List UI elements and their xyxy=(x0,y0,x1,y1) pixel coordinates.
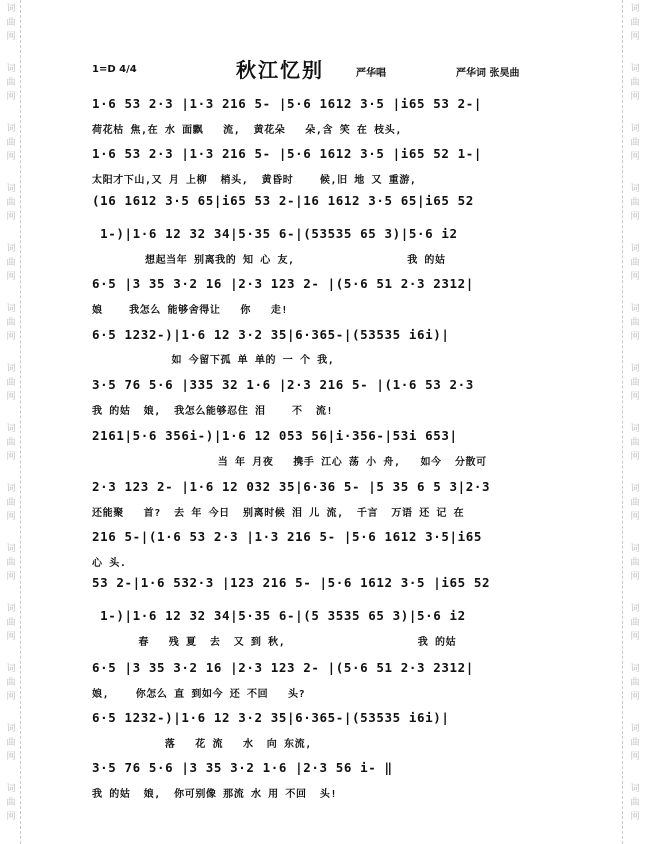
left-page-border xyxy=(20,0,21,844)
key-signature: 1=D 4/4 xyxy=(92,64,137,75)
watermark-text: 词 曲 网 xyxy=(6,544,16,582)
watermark-text: 词 曲 网 xyxy=(6,124,16,162)
watermark-text: 词 曲 网 xyxy=(6,244,16,282)
notation-line: 3·5 76 5·6 |335 32 1·6 |2·3 216 5- |(1·6 53 2·3 xyxy=(92,377,474,392)
notation-line: 1-)|1·6 12 32 34|5·35 6-|(53535 65 3)|5·6 i2 xyxy=(92,226,458,241)
watermark-text: 词 曲 网 xyxy=(630,124,640,162)
watermark-text: 词 曲 网 xyxy=(6,64,16,102)
lyric-line: 落 花 流 水 向 东流, xyxy=(92,739,312,750)
composer-credit: 严华词 张昊曲 xyxy=(456,68,520,79)
song-title: 秋江忆别 xyxy=(236,58,324,82)
lyric-line: 还能聚 首? 去 年 今日 别离时候 泪 儿 流, 千言 万语 还 记 在 xyxy=(92,508,465,519)
watermark-text: 词 曲 网 xyxy=(6,184,16,222)
notation-line: 2161|5·6 356i-)|1·6 12 053 56|i·356-|53i 653| xyxy=(92,428,458,443)
watermark-text: 词 曲 网 xyxy=(6,724,16,762)
lyric-line: 我 的姑 娘, 你可别像 那流 水 用 不回 头! xyxy=(92,789,338,800)
watermark-text: 词 曲 网 xyxy=(630,544,640,582)
notation-line: 6·5 1232-)|1·6 12 3·2 35|6·365-|(53535 i6i)| xyxy=(92,327,450,342)
notation-line: (16 1612 3·5 65|i65 53 2-|16 1612 3·5 65|i65 52 xyxy=(92,193,474,208)
watermark-text: 词 曲 网 xyxy=(6,424,16,462)
notation-line: 6·5 1232-)|1·6 12 3·2 35|6·365-|(53535 i6i)| xyxy=(92,710,450,725)
watermark-text: 词 曲 网 xyxy=(630,64,640,102)
singer-credit: 严华唱 xyxy=(356,68,386,79)
watermark-text: 词 曲 网 xyxy=(630,484,640,522)
watermark-text: 词 曲 网 xyxy=(630,724,640,762)
watermark-text: 词 曲 网 xyxy=(630,604,640,642)
watermark-text: 词 曲 网 xyxy=(630,424,640,462)
lyric-line: 如 今留下孤 单 单的 一 个 我, xyxy=(92,355,335,366)
watermark-text: 词 曲 网 xyxy=(630,784,640,822)
watermark-text: 词 曲 网 xyxy=(630,664,640,702)
notation-line: 2·3 123 2- |1·6 12 032 35|6·36 5- |5 35 6 5 3|2·3 xyxy=(92,479,491,494)
lyric-line: 荷花枯 焦,在 水 面飘 流, 黄花朵 朵,含 笑 在 枝头, xyxy=(92,125,402,136)
watermark-text: 词 曲 网 xyxy=(630,244,640,282)
lyric-line: 想起当年 别离我的 知 心 友, 我 的姑 xyxy=(92,255,446,266)
watermark-text: 词 曲 网 xyxy=(6,484,16,522)
watermark-text: 词 曲 网 xyxy=(6,664,16,702)
lyric-line: 娘, 你怎么 直 到如今 还 不回 头? xyxy=(92,689,306,700)
watermark-text: 词 曲 网 xyxy=(630,364,640,402)
notation-line: 3·5 76 5·6 |3 35 3·2 1·6 |2·3 56 i- ‖ xyxy=(92,760,393,775)
notation-line: 216 5-|(1·6 53 2·3 |1·3 216 5- |5·6 1612 3·5|i65 xyxy=(92,529,483,544)
right-page-border xyxy=(622,0,623,844)
notation-line: 6·5 |3 35 3·2 16 |2·3 123 2- |(5·6 51 2·3 2312| xyxy=(92,276,474,291)
notation-line: 1-)|1·6 12 32 34|5·35 6-|(5 3535 65 3)|5·6 i2 xyxy=(92,608,466,623)
lyric-line: 娘 我怎么 能够舍得让 你 走! xyxy=(92,305,289,316)
watermark-text: 词 曲 网 xyxy=(6,364,16,402)
lyric-line: 我 的姑 娘, 我怎么能够忍住 泪 不 流! xyxy=(92,406,334,417)
watermark-text: 词 曲 网 xyxy=(6,604,16,642)
notation-line: 6·5 |3 35 3·2 16 |2·3 123 2- |(5·6 51 2·3 2312| xyxy=(92,660,474,675)
score-header xyxy=(0,54,645,84)
notation-line: 1·6 53 2·3 |1·3 216 5- |5·6 1612 3·5 |i65 53 2-| xyxy=(92,96,483,111)
notation-line: 1·6 53 2·3 |1·3 216 5- |5·6 1612 3·5 |i65 52 1-| xyxy=(92,146,483,161)
lyric-line: 太阳才下山,又 月 上柳 梢头, 黄昏时 候,旧 地 又 重游, xyxy=(92,175,417,186)
watermark-text: 词 曲 网 xyxy=(630,304,640,342)
lyric-line: 春 残 夏 去 又 到 秋, 我 的姑 xyxy=(92,637,457,648)
watermark-text: 词 曲 网 xyxy=(6,304,16,342)
notation-line: 53 2-|1·6 532·3 |123 216 5- |5·6 1612 3·5 |i65 52 xyxy=(92,575,491,590)
lyric-line: 心 头. xyxy=(92,558,127,569)
watermark-text: 词 曲 网 xyxy=(6,4,16,42)
watermark-text: 词 曲 网 xyxy=(630,184,640,222)
watermark-text: 词 曲 网 xyxy=(6,784,16,822)
watermark-text: 词 曲 网 xyxy=(630,4,640,42)
lyric-line: 当 年 月夜 携手 江心 荡 小 舟, 如今 分散可 xyxy=(92,457,487,468)
